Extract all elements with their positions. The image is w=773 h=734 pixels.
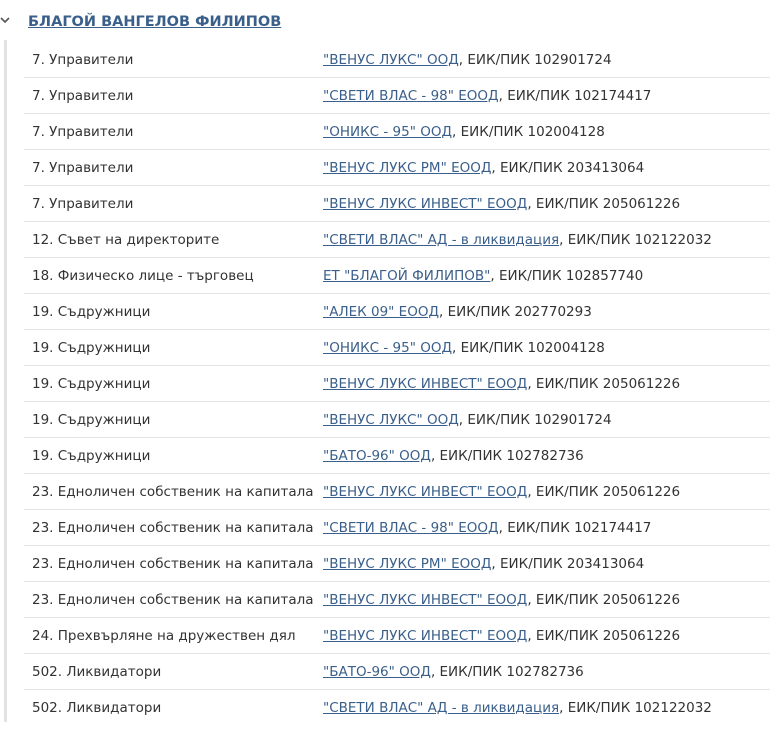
separator: ,	[452, 123, 461, 140]
eik-value: ЕИК/ПИК 102857740	[499, 267, 644, 284]
relation-entity	[323, 88, 651, 104]
relation-entity	[323, 484, 680, 500]
relations-list	[24, 42, 770, 725]
relation-entity	[323, 556, 644, 572]
eik-value: ЕИК/ПИК 205061226	[535, 627, 681, 644]
separator: ,	[527, 375, 536, 392]
separator: ,	[559, 231, 568, 248]
relation-entity	[323, 196, 680, 212]
eik-value: ЕИК/ПИК 205061226	[535, 591, 681, 608]
relation-role: 19. Съдружници	[32, 339, 151, 356]
relation-row	[24, 582, 770, 618]
relation-row	[24, 366, 770, 402]
relation-role: 7. Управители	[32, 159, 134, 176]
company-link[interactable]: "ВЕНУС ЛУКС РМ" ЕООД	[323, 159, 492, 176]
eik-value: ЕИК/ПИК 102004128	[460, 123, 605, 140]
relation-row	[24, 258, 770, 294]
relation-row	[24, 402, 770, 438]
eik-value: ЕИК/ПИК 202770293	[447, 303, 592, 320]
company-link[interactable]: "ВЕНУС ЛУКС ИНВЕСТ" ЕООД	[323, 627, 528, 644]
company-link[interactable]: "СВЕТИ ВЛАС - 98" ЕООД	[323, 519, 499, 536]
separator: ,	[559, 699, 568, 716]
relation-role: 18. Физическо лице - търговец	[32, 267, 254, 284]
relation-role: 12. Съвет на директорите	[32, 231, 220, 248]
relation-role: 23. Едноличен собственик на капитала	[32, 591, 314, 608]
company-link[interactable]: "СВЕТИ ВЛАС" АД - в ликвидация	[323, 699, 560, 716]
relation-entity	[323, 664, 584, 680]
eik-value: ЕИК/ПИК 102782736	[439, 447, 584, 464]
relation-row	[24, 150, 770, 186]
eik-value: ЕИК/ПИК 102174417	[507, 519, 652, 536]
relation-entity	[323, 628, 680, 644]
relation-row	[24, 186, 770, 222]
relation-role: 7. Управители	[32, 51, 134, 68]
relation-row	[24, 618, 770, 654]
separator: ,	[498, 519, 508, 536]
relation-entity	[323, 376, 680, 392]
eik-value: ЕИК/ПИК 102901724	[467, 51, 612, 68]
relation-entity	[323, 232, 712, 248]
relation-entity	[323, 160, 644, 176]
relation-role: 19. Съдружници	[32, 447, 151, 464]
relation-entity	[323, 304, 592, 320]
relation-role: 23. Едноличен собственик на капитала	[32, 555, 314, 572]
eik-value: ЕИК/ПИК 102901724	[467, 411, 612, 428]
relation-role: 23. Едноличен собственик на капитала	[32, 483, 314, 500]
eik-value: ЕИК/ПИК 205061226	[535, 375, 681, 392]
eik-value: ЕИК/ПИК 102782736	[439, 663, 584, 680]
separator: ,	[458, 411, 468, 428]
relation-entity	[323, 448, 584, 464]
company-link[interactable]: "ВЕНУС ЛУКС ИНВЕСТ" ЕООД	[323, 591, 528, 608]
relation-row	[24, 510, 770, 546]
relation-row	[24, 222, 770, 258]
company-link[interactable]: "АЛЕК 09" ЕООД	[323, 303, 440, 320]
company-link[interactable]: "ВЕНУС ЛУКС ИНВЕСТ" ЕООД	[323, 483, 528, 500]
relation-entity	[323, 340, 605, 356]
separator: ,	[490, 267, 499, 284]
company-link[interactable]: "ВЕНУС ЛУКС РМ" ЕООД	[323, 555, 492, 572]
tree-guide-line	[4, 40, 7, 722]
eik-value: ЕИК/ПИК 203413064	[500, 555, 645, 572]
chevron-down-icon[interactable]	[0, 14, 10, 26]
relation-row	[24, 654, 770, 690]
company-link[interactable]: "СВЕТИ ВЛАС" АД - в ликвидация	[323, 231, 560, 248]
company-link[interactable]: "ВЕНУС ЛУКС" ООД	[323, 411, 459, 428]
relation-role: 7. Управители	[32, 195, 134, 212]
company-link[interactable]: "ВЕНУС ЛУКС ИНВЕСТ" ЕООД	[323, 195, 528, 212]
eik-value: ЕИК/ПИК 102122032	[567, 699, 712, 716]
separator: ,	[439, 303, 448, 320]
relation-role: 24. Прехвърляне на дружествен дял	[32, 627, 296, 644]
relation-row	[24, 438, 770, 474]
separator: ,	[452, 339, 461, 356]
eik-value: ЕИК/ПИК 205061226	[535, 483, 681, 500]
separator: ,	[498, 87, 508, 104]
company-link[interactable]: "ОНИКС - 95" ООД	[323, 123, 453, 140]
relation-row	[24, 474, 770, 510]
relation-role: 23. Едноличен собственик на капитала	[32, 519, 314, 536]
eik-value: ЕИК/ПИК 102122032	[567, 231, 712, 248]
relation-entity	[323, 700, 712, 716]
relation-entity	[323, 412, 612, 428]
separator: ,	[527, 195, 536, 212]
relation-role: 19. Съдружници	[32, 375, 151, 392]
relation-role: 7. Управители	[32, 123, 134, 140]
relation-role: 19. Съдружници	[32, 303, 151, 320]
separator: ,	[527, 591, 536, 608]
relation-entity	[323, 52, 612, 68]
separator: ,	[491, 555, 500, 572]
relation-entity	[323, 124, 605, 140]
separator: ,	[458, 51, 468, 68]
relation-role: 7. Управители	[32, 87, 134, 104]
relation-entity	[323, 592, 680, 608]
eik-value: ЕИК/ПИК 102004128	[460, 339, 605, 356]
separator: ,	[430, 663, 440, 680]
relation-row	[24, 294, 770, 330]
person-name-link[interactable]: БЛАГОЙ ВАНГЕЛОВ ФИЛИПОВ	[28, 14, 282, 30]
relation-row	[24, 330, 770, 366]
relation-row	[24, 546, 770, 582]
company-link[interactable]: "ВЕНУС ЛУКС" ООД	[323, 51, 459, 68]
company-link[interactable]: "ВЕНУС ЛУКС ИНВЕСТ" ЕООД	[323, 375, 528, 392]
separator: ,	[491, 159, 500, 176]
eik-value: ЕИК/ПИК 203413064	[500, 159, 645, 176]
relation-role: 19. Съдружници	[32, 411, 151, 428]
company-link[interactable]: "БАТО-96" ООД	[323, 447, 431, 464]
separator: ,	[430, 447, 440, 464]
company-link[interactable]: ЕТ "БЛАГОЙ ФИЛИПОВ"	[323, 267, 491, 284]
relation-entity	[323, 520, 651, 536]
eik-value: ЕИК/ПИК 205061226	[535, 195, 681, 212]
relation-entity	[323, 268, 643, 284]
relation-role: 502. Ликвидатори	[32, 699, 162, 716]
company-link[interactable]: "БАТО-96" ООД	[323, 663, 431, 680]
company-link[interactable]: "СВЕТИ ВЛАС - 98" ЕООД	[323, 87, 499, 104]
relation-row	[24, 114, 770, 150]
separator: ,	[527, 483, 536, 500]
relation-role: 502. Ликвидатори	[32, 663, 162, 680]
company-link[interactable]: "ОНИКС - 95" ООД	[323, 339, 453, 356]
eik-value: ЕИК/ПИК 102174417	[507, 87, 652, 104]
relation-row	[24, 690, 770, 725]
relation-row	[24, 78, 770, 114]
relation-row	[24, 42, 770, 78]
separator: ,	[527, 627, 536, 644]
